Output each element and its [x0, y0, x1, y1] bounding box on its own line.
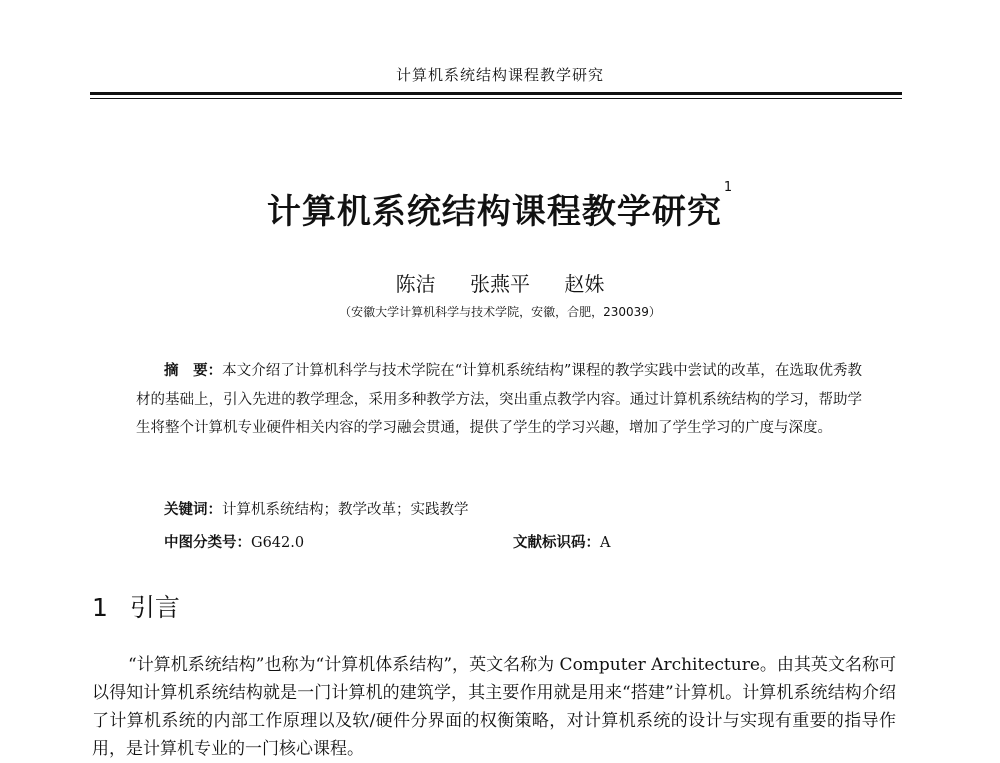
affiliation: （安徽大学计算机科学与技术学院，安徽，合肥，230039）	[339, 305, 661, 319]
keywords: 关键词：计算机系统结构；教学改革；实践教学	[164, 502, 469, 518]
author-name: 张燕平	[470, 272, 530, 296]
section-title: 引言	[129, 593, 180, 622]
author-name: 赵姝	[564, 272, 605, 296]
classification-value: G642.0	[251, 535, 305, 551]
abstract-text: 本文介绍了计算机科学与技术学院在“计算机系统结构”课程的教学实践中尝试的改革，在选取优秀教材的基础上，引入先进的教学理念，采用多种教学方法，突出重点教学内容。通过计算机系统结构的学习，帮助学生将整个计算机专业硬件相关内容的学习融会贯通，提供了学生的学习兴趣，增加了学生学习的广度与深度。	[136, 363, 863, 436]
keywords-label: 关键词	[164, 502, 208, 518]
author-name: 陈洁	[395, 272, 436, 296]
paper-title-text: 计算机系统结构课程教学研究	[266, 192, 722, 232]
authors	[0, 268, 1000, 297]
header-rule-thin	[90, 98, 902, 99]
header-rule-thick	[90, 92, 902, 95]
running-header: 计算机系统结构课程教学研究	[395, 66, 604, 84]
classification-label: 中图分类号	[164, 535, 237, 551]
document-code-label: 文献标识码	[513, 535, 586, 551]
title-footnote-mark: 1	[723, 180, 734, 195]
keywords-text: 计算机系统结构；教学改革；实践教学	[222, 502, 469, 518]
paper-title	[0, 180, 1000, 233]
abstract: 摘 要：本文介绍了计算机科学与技术学院在“计算机系统结构”课程的教学实践中尝试的改革，在选取优秀教材的基础上，引入先进的教学理念，采用多种教学方法，突出重点教学内容。通过计算机系统结构的学习，帮助学生将整个计算机专业硬件相关内容的学习融会贯通，提供了学生的学习兴趣，增加了学生学习的广度与深度。	[136, 363, 863, 436]
body-paragraph: “计算机系统结构”也称为“计算机体系结构”，英文名称为 Computer Architecture。由其英文名称可以得知计算机系统结构就是一门计算机的建筑学，其主要作用就是用来“搭建”计算机。计算机系统结构介绍了计算机系统的内部工作原理以及软/硬件分界面的权衡策略，对计算机系统的设计与实现有重要的指导作用，是计算机专业的一门核心课程。	[92, 655, 896, 759]
abstract-label: 摘 要	[164, 363, 208, 379]
document-code-value: A	[600, 535, 611, 551]
section-number: 1	[92, 593, 108, 622]
section-heading	[92, 588, 180, 624]
document-code: 文献标识码：A	[513, 535, 611, 551]
classification-number: 中图分类号：G642.0	[164, 535, 305, 551]
